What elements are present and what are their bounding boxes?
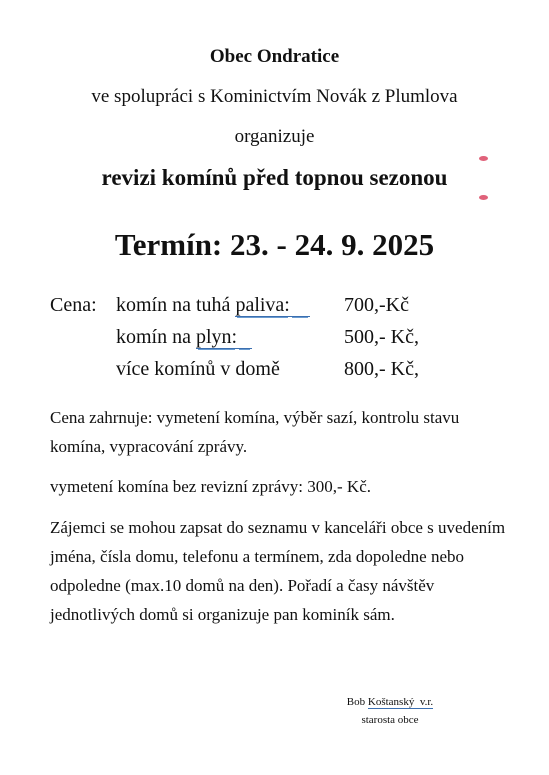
price-item-value: 500,- Kč, xyxy=(344,326,419,348)
price-item-value: 800,- Kč, xyxy=(344,358,419,380)
signature-suffix: v.r. xyxy=(414,696,434,708)
organization-name: Obec Ondratice xyxy=(209,46,340,67)
sweep-only-paragraph: vymetení komína bez revizní zprávy: 300,- Kč. xyxy=(50,477,371,496)
comment-marker-icon xyxy=(479,195,488,200)
price-item-name-text: komín na tuhá xyxy=(116,294,236,316)
signature-surname xyxy=(368,696,433,709)
price-item-name-text: více komínů v domě xyxy=(116,358,280,380)
comment-marker-icon xyxy=(479,156,488,161)
price-item-name xyxy=(116,326,252,349)
event-headline: revizi komínů před topnou sezonou xyxy=(101,165,448,190)
price-item-name xyxy=(116,358,280,381)
cooperation-line: ve spolupráci s Kominictvím Novák z Plumlova xyxy=(91,86,458,107)
underline-spacer xyxy=(290,294,310,317)
underline-spacer xyxy=(237,326,252,349)
event-date: Termín: 23. - 24. 9. 2025 xyxy=(114,227,435,262)
price-item-name-underlined: plyn: xyxy=(196,326,238,348)
price-item-name xyxy=(116,294,310,317)
organizes-line: organizuje xyxy=(234,126,315,147)
price-item-value: 700,-Kč xyxy=(344,294,409,316)
signature-name xyxy=(310,696,470,708)
signature-surname-text: Koštanský xyxy=(367,696,415,708)
registration-paragraph: Zájemci se mohou zapsat do seznamu v kanceláři obce s uvedením jména, čísla domu, telefonu a termínem, zda dopoledne nebo odpoledne (max.10 domů na den). Pořadí a časy návštěv jednotlivých domů si organizuje pan kominík sám. xyxy=(50,518,506,624)
comment-markers xyxy=(478,154,490,204)
signature-first-name: Bob xyxy=(346,696,368,708)
price-item-name-text: komín na xyxy=(116,326,196,348)
price-item-name-underlined: paliva: xyxy=(235,294,290,316)
signature-title: starosta obce xyxy=(361,714,419,726)
price-includes-paragraph: Cena zahrnuje: vymetení komína, výběr sazí, kontrolu stavu komína, vypracování zprávy. xyxy=(50,408,460,456)
price-label: Cena: xyxy=(50,294,97,316)
